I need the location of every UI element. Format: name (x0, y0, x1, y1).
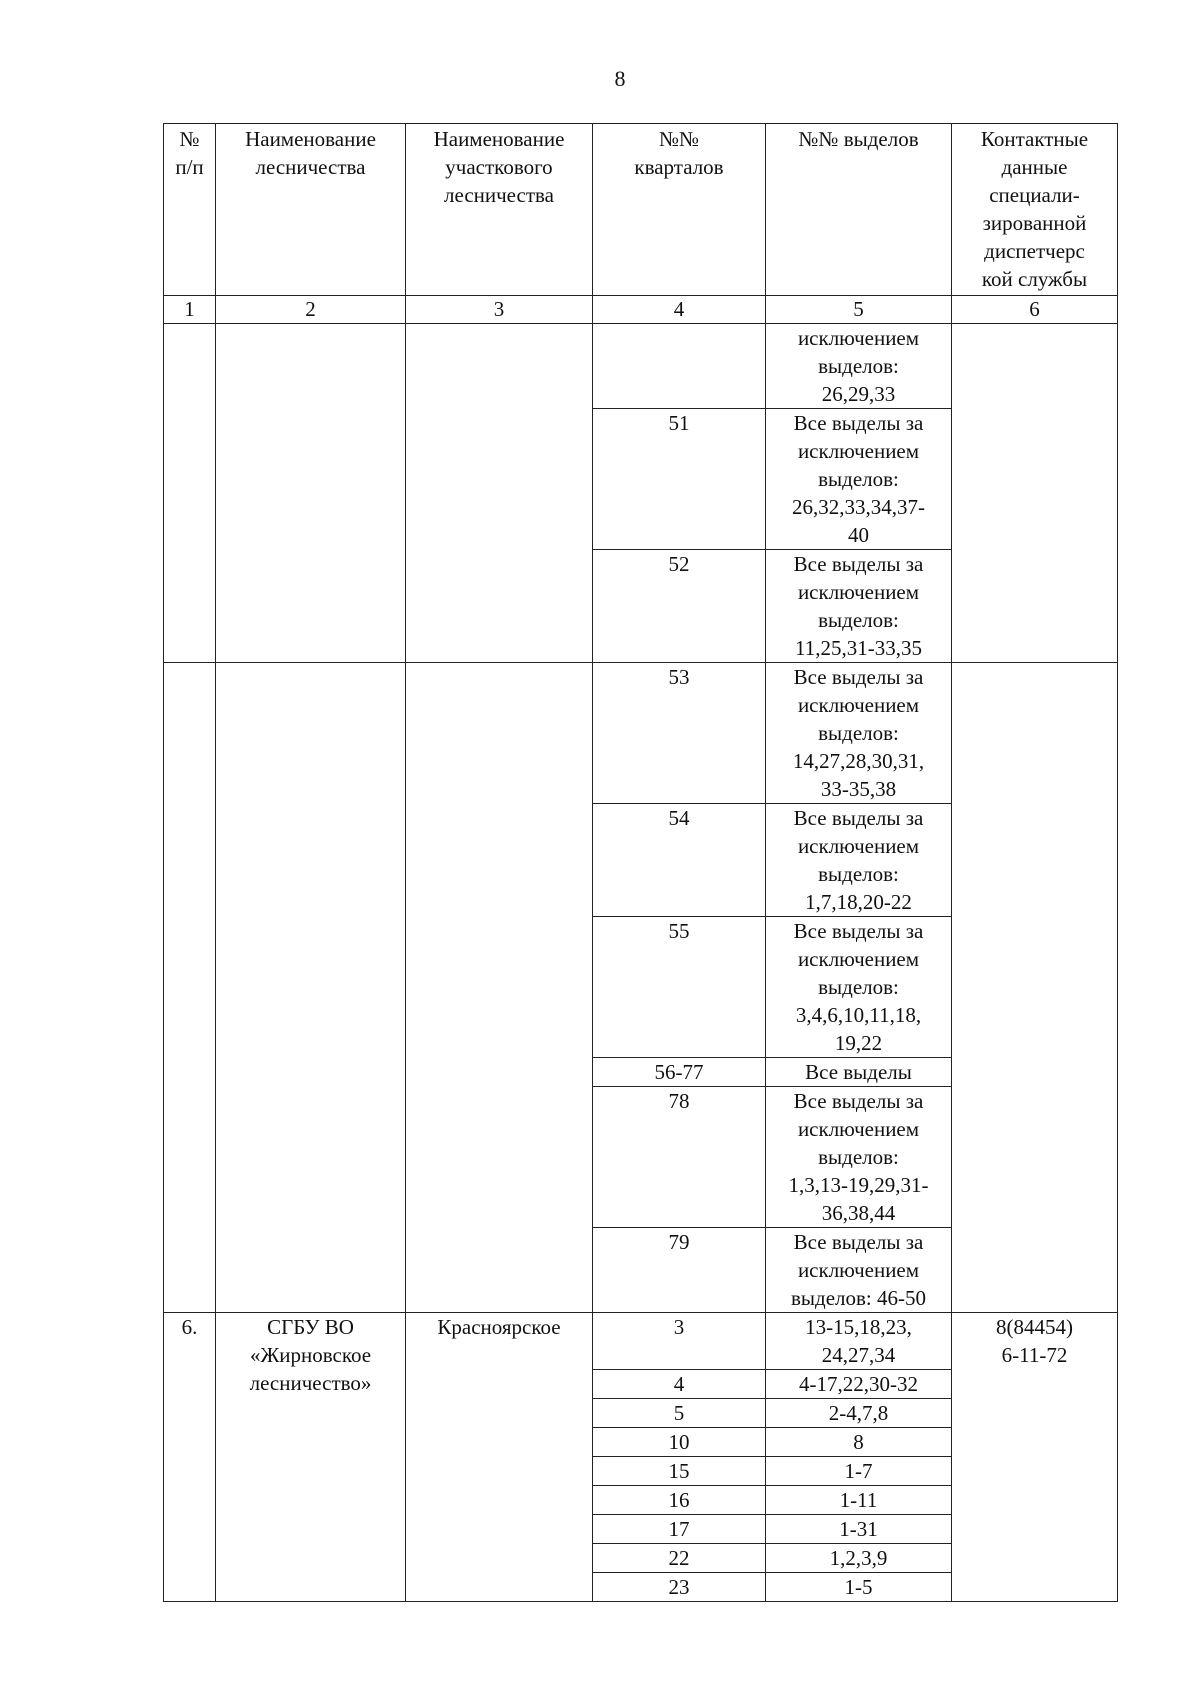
kvartal-cell: 5 (593, 1399, 766, 1428)
contacts-cell (952, 663, 1118, 1313)
table-row (164, 324, 1118, 409)
vydely-cell: Все выделы за исключением выделов: 14,27,28,30,31, 33-35,38 (766, 663, 952, 804)
vydely-cell: Все выделы за исключением выделов: 1,7,18,20-22 (766, 804, 952, 917)
header-cell: Контактные данные специали- зированной диспетчерс кой службы (952, 124, 1118, 296)
vydely-cell: Все выделы за исключением выделов: 1,3,13-19,29,31- 36,38,44 (766, 1087, 952, 1228)
column-number: 4 (593, 296, 766, 324)
header-row (164, 124, 1118, 296)
kvartal-cell: 52 (593, 550, 766, 663)
column-number-row (164, 296, 1118, 324)
header-cell: Наименование лесничества (216, 124, 406, 296)
table-row (164, 663, 1118, 804)
table-row (164, 1313, 1118, 1370)
header-cell: Наименование участкового лесничества (406, 124, 593, 296)
header-cell: № п/п (164, 124, 216, 296)
vydely-cell: 1-7 (766, 1457, 952, 1486)
kvartal-cell: 78 (593, 1087, 766, 1228)
column-number: 2 (216, 296, 406, 324)
kvartal-cell (593, 324, 766, 409)
vydely-cell: Все выделы за исключением выделов: 46-50 (766, 1228, 952, 1313)
page-number: 8 (614, 66, 626, 91)
vydely-cell: 2-4,7,8 (766, 1399, 952, 1428)
vydely-cell: 1,2,3,9 (766, 1544, 952, 1573)
kvartal-cell: 17 (593, 1515, 766, 1544)
kvartal-cell: 10 (593, 1428, 766, 1457)
header-cell: №№ кварталов (593, 124, 766, 296)
contacts-cell: 8(84454) 6-11-72 (952, 1313, 1118, 1602)
kvartal-cell: 55 (593, 917, 766, 1058)
column-number: 6 (952, 296, 1118, 324)
vydely-cell: 8 (766, 1428, 952, 1457)
district-name-cell: Красноярское (406, 1313, 593, 1602)
forestry-name-cell (216, 324, 406, 663)
contacts-cell (952, 324, 1118, 663)
kvartal-cell: 22 (593, 1544, 766, 1573)
kvartal-cell: 56-77 (593, 1058, 766, 1087)
vydely-cell: 1-11 (766, 1486, 952, 1515)
kvartal-cell: 79 (593, 1228, 766, 1313)
vydely-cell: 1-31 (766, 1515, 952, 1544)
kvartal-cell: 53 (593, 663, 766, 804)
vydely-cell: 1-5 (766, 1573, 952, 1602)
district-name-cell (406, 324, 593, 663)
vydely-cell: Все выделы (766, 1058, 952, 1087)
kvartal-cell: 51 (593, 409, 766, 550)
forestry-table (163, 123, 1118, 1602)
column-number: 5 (766, 296, 952, 324)
vydely-cell: Все выделы за исключением выделов: 11,25,31-33,35 (766, 550, 952, 663)
column-number: 1 (164, 296, 216, 324)
district-name-cell (406, 663, 593, 1313)
vydely-cell: 13-15,18,23, 24,27,34 (766, 1313, 952, 1370)
number-cell (164, 324, 216, 663)
forestry-name-cell: СГБУ ВО «Жирновское лесничество» (216, 1313, 406, 1602)
number-cell (164, 663, 216, 1313)
kvartal-cell: 3 (593, 1313, 766, 1370)
number-cell: 6. (164, 1313, 216, 1602)
header-cell: №№ выделов (766, 124, 952, 296)
kvartal-cell: 4 (593, 1370, 766, 1399)
kvartal-cell: 54 (593, 804, 766, 917)
vydely-cell: 4-17,22,30-32 (766, 1370, 952, 1399)
vydely-cell: Все выделы за исключением выделов: 3,4,6,10,11,18, 19,22 (766, 917, 952, 1058)
kvartal-cell: 15 (593, 1457, 766, 1486)
kvartal-cell: 23 (593, 1573, 766, 1602)
vydely-cell: Все выделы за исключением выделов: 26,32,33,34,37- 40 (766, 409, 952, 550)
column-number: 3 (406, 296, 593, 324)
vydely-cell: исключением выделов: 26,29,33 (766, 324, 952, 409)
kvartal-cell: 16 (593, 1486, 766, 1515)
forestry-name-cell (216, 663, 406, 1313)
